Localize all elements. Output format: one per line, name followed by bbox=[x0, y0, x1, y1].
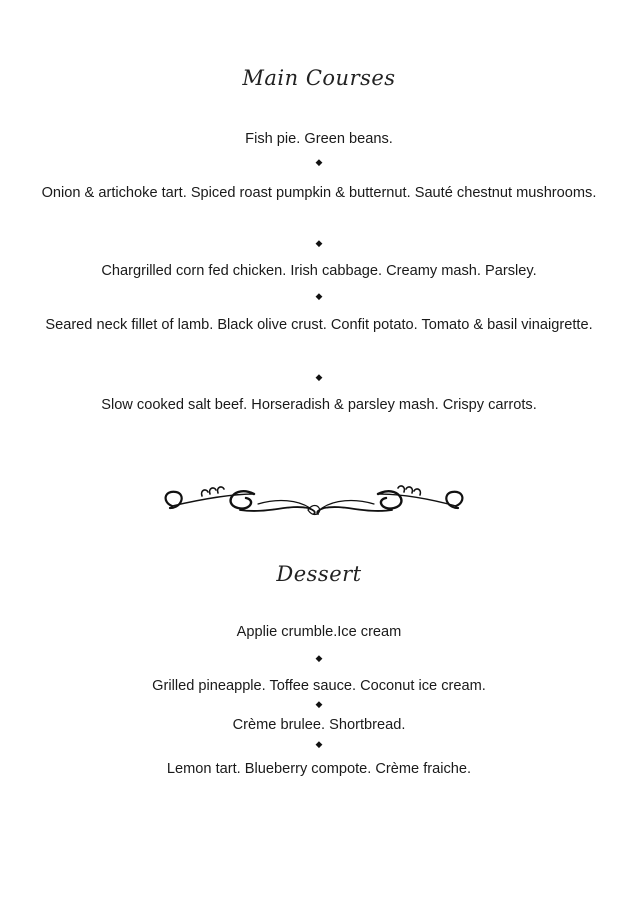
main-courses-heading: Main Courses bbox=[242, 66, 396, 90]
main-item-1: Fish pie. Green beans. bbox=[245, 131, 393, 147]
diamond-icon: ◆ bbox=[315, 699, 323, 709]
diamond-icon: ◆ bbox=[315, 291, 323, 301]
diamond-icon: ◆ bbox=[315, 372, 323, 382]
dessert-item-3: Crème brulee. Shortbread. bbox=[232, 717, 406, 733]
diamond-icon: ◆ bbox=[315, 157, 323, 167]
dessert-heading: Dessert bbox=[276, 562, 362, 586]
dessert-item-4: Lemon tart. Blueberry compote. Crème fraiche. bbox=[166, 761, 472, 777]
diamond-icon: ◆ bbox=[315, 653, 323, 663]
ornamental-flourish-icon bbox=[158, 478, 470, 524]
main-item-2: Onion & artichoke tart. Spiced roast pumpkin & butternut. Sauté chestnut mushrooms. bbox=[41, 185, 597, 201]
dessert-item-1: Applie crumble.Ice cream bbox=[236, 624, 402, 640]
dessert-item-2: Grilled pineapple. Toffee sauce. Coconut ice cream. bbox=[152, 678, 486, 694]
main-item-3: Chargrilled corn fed chicken. Irish cabbage. Creamy mash. Parsley. bbox=[101, 263, 537, 279]
diamond-icon: ◆ bbox=[315, 739, 323, 749]
main-item-5: Slow cooked salt beef. Horseradish & parsley mash. Crispy carrots. bbox=[101, 397, 537, 413]
main-item-4: Seared neck fillet of lamb. Black olive crust. Confit potato. Tomato & basil vinaigrette. bbox=[45, 317, 593, 333]
diamond-icon: ◆ bbox=[315, 238, 323, 248]
